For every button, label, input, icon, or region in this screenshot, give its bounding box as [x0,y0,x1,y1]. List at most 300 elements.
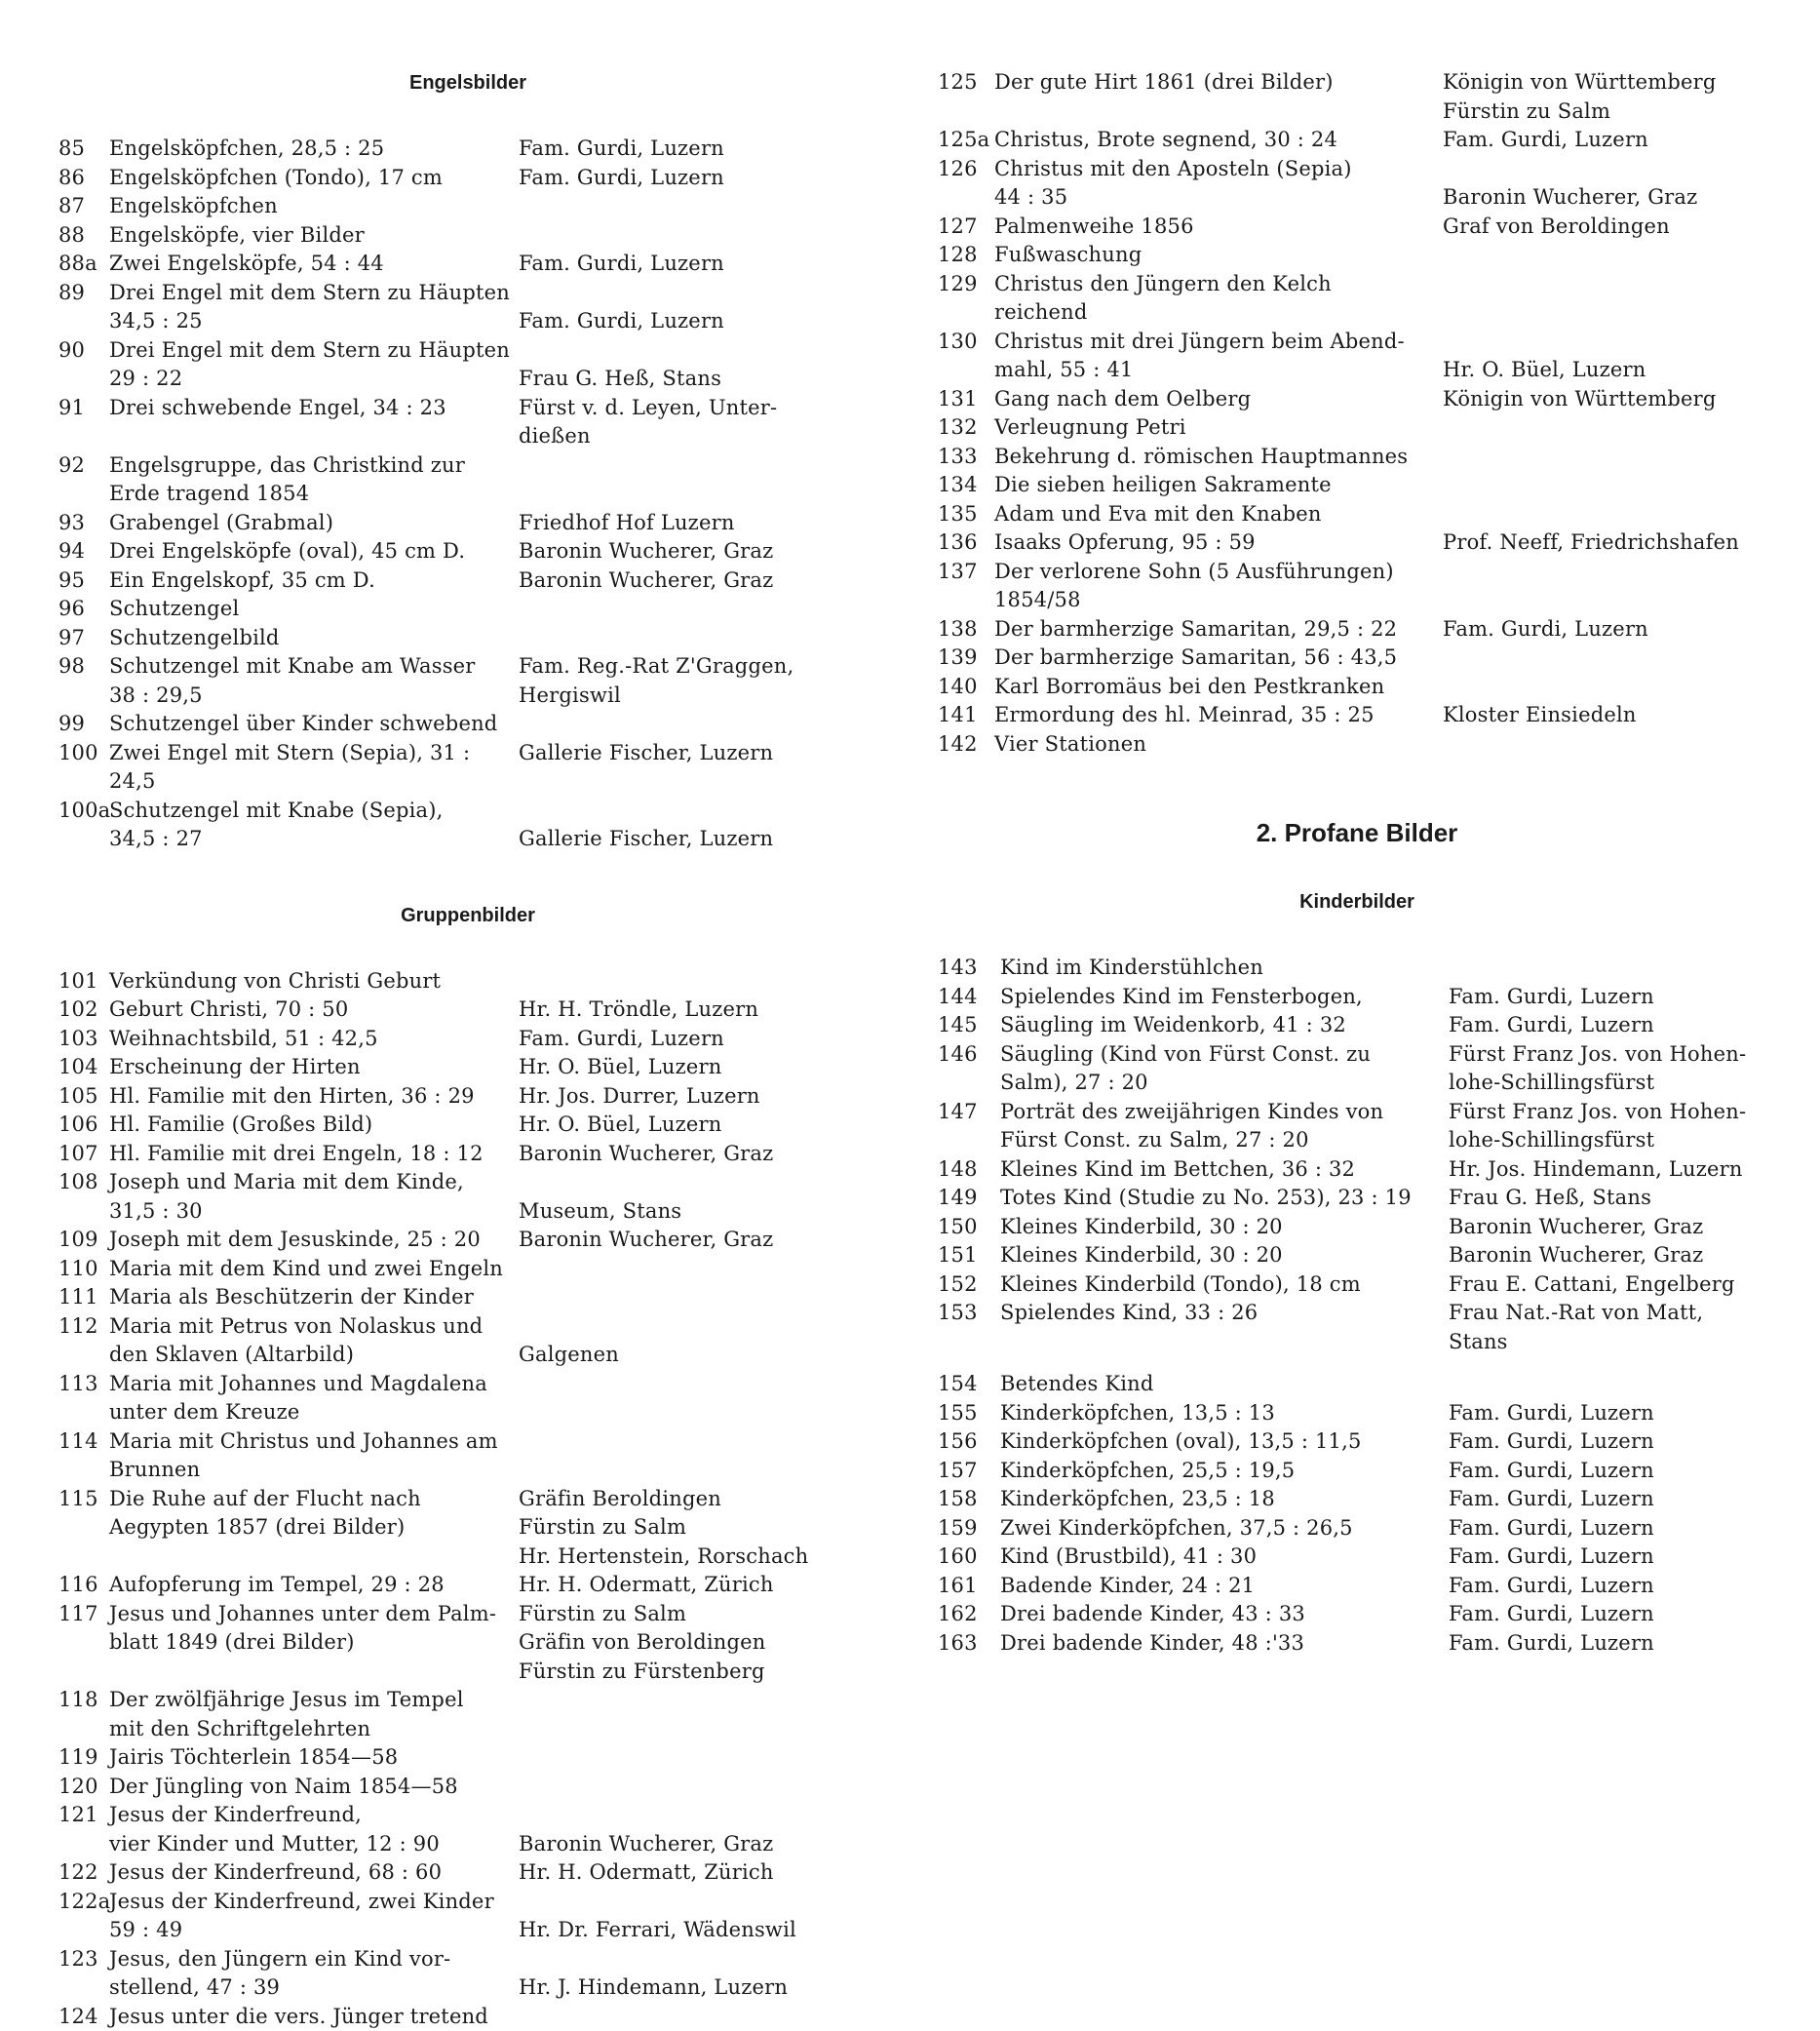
entry-number: 100 [58,739,109,797]
entry-owner [519,1283,877,1312]
entry-number: 135 [938,500,994,529]
entry-owner: Baronin Wucherer, Graz [519,566,877,596]
entry-title: Kleines Kinderbild, 30 : 20 [1000,1213,1449,1242]
entry-number: 87 [58,192,109,221]
catalog-entry [938,528,1776,558]
heading-gruppenbilder: Gruppenbilder [58,901,877,930]
entry-owner [519,595,877,624]
catalog-entry [938,1155,1776,1185]
catalog-entry [938,1040,1776,1098]
entry-number: 123 [58,1945,109,2003]
entry-title: Der barmherzige Samaritan, 29,5 : 22 [994,615,1443,644]
entry-title: Kleines Kind im Bettchen, 36 : 32 [1000,1155,1449,1185]
entry-title: Kinderköpfchen, 13,5 : 13 [1000,1399,1449,1428]
entry-title: Der verlorene Sohn (5 Ausführungen) 1854/58 [994,558,1443,615]
entry-owner: Fam. Gurdi, Luzern [1449,1399,1776,1428]
catalog-entry [58,1312,877,1370]
catalog-entry [58,394,877,451]
entry-number: 152 [938,1270,1000,1300]
catalog-entry [938,500,1776,529]
entry-owner: Gallerie Fischer, Luzern [519,739,877,797]
entry-number: 116 [58,1571,109,1600]
entry-title: Der Jüngling von Naim 1854—58 [109,1773,519,1802]
entry-number: 140 [938,673,994,702]
catalog-entry [938,1485,1776,1514]
entry-title: Engelsköpfchen (Tondo), 17 cm [109,164,519,193]
entry-title: Schutzengel mit Knabe (Sepia), 34,5 : 27 [109,797,519,854]
entry-owner: Frau G. Heß, Stans [1449,1184,1776,1213]
entry-owner [1443,443,1776,472]
entry-number: 121 [58,1801,109,1858]
entry-number: 142 [938,730,994,760]
entry-title: Christus den Jüngern den Kelch reichend [994,270,1443,328]
entry-title: Ermordung des hl. Meinrad, 35 : 25 [994,701,1443,730]
entry-number: 143 [938,954,1000,983]
catalog-entry [58,996,877,1025]
catalog-entry [938,1427,1776,1457]
catalog-entry [58,336,877,394]
catalog-entry [58,509,877,538]
entry-number: 131 [938,385,994,414]
entry-number: 149 [938,1184,1000,1213]
left-column [58,68,877,2031]
entry-number: 111 [58,1283,109,1312]
entry-owner: Hr. H. Tröndle, Luzern [519,996,877,1025]
entry-title: Der barmherzige Samaritan, 56 : 43,5 [994,644,1443,673]
entry-number: 115 [58,1485,109,1572]
catalog-entry [58,164,877,193]
entry-owner: Fam. Gurdi, Luzern [1449,1629,1776,1659]
entry-number: 141 [938,701,994,730]
catalog-entry [938,1011,1776,1040]
entry-title: Schutzengel [109,595,519,624]
entry-number: 155 [938,1399,1000,1428]
entry-number: 144 [938,983,1000,1012]
entry-owner [519,1773,877,1802]
catalog-entry [938,644,1776,673]
catalog-entry [58,1082,877,1112]
catalog-entry [938,1270,1776,1300]
entry-number: 122a [58,1888,109,1945]
entry-title: Hl. Familie mit den Hirten, 36 : 29 [109,1082,519,1112]
entry-title: Drei Engel mit dem Stern zu Häupten 34,5 : 25 [109,279,519,336]
entry-owner: Fam. Gurdi, Luzern [1449,1514,1776,1543]
entry-number: 104 [58,1053,109,1082]
entry-owner [1443,270,1776,328]
entry-number: 105 [58,1082,109,1112]
entry-title: Kind im Kinderstühlchen [1000,954,1449,983]
catalog-entry [938,126,1776,155]
entry-owner: Baronin Wucherer, Graz [519,1140,877,1169]
entry-number: 90 [58,336,109,394]
entry-number: 112 [58,1312,109,1370]
entry-owner [519,221,877,251]
entry-title: Engelsköpfchen [109,192,519,221]
entry-owner: Fam. Gurdi, Luzern [1449,1427,1776,1457]
catalog-entry [58,1140,877,1169]
entry-title: Porträt des zweijährigen Kindes von Fürst Const. zu Salm, 27 : 20 [1000,1098,1449,1155]
entry-number: 151 [938,1241,1000,1270]
entry-number: 132 [938,413,994,443]
list-kinderbilder-2 [938,1370,1776,1658]
entry-title: Hl. Familie (Großes Bild) [109,1111,519,1140]
entry-number: 158 [938,1485,1000,1514]
entry-owner: Fam. Gurdi, Luzern [519,164,877,193]
entry-title: Der gute Hirt 1861 (drei Bilder) [994,68,1443,126]
entry-number: 109 [58,1226,109,1255]
entry-title: Zwei Engel mit Stern (Sepia), 31 : 24,5 [109,739,519,797]
entry-number: 103 [58,1025,109,1054]
entry-title: Kleines Kinderbild (Tondo), 18 cm [1000,1270,1449,1300]
entry-number: 125a [938,126,994,155]
entry-owner [1443,730,1776,760]
entry-owner [1443,644,1776,673]
entry-title: Christus, Brote segnend, 30 : 24 [994,126,1443,155]
entry-number: 101 [58,967,109,996]
catalog-entry [58,710,877,739]
entry-title: Drei badende Kinder, 43 : 33 [1000,1600,1449,1629]
catalog-entry [938,983,1776,1012]
entry-owner: Frau E. Cattani, Engelberg [1449,1270,1776,1300]
entry-title: Ein Engelskopf, 35 cm D. [109,566,519,596]
entry-number: 108 [58,1168,109,1226]
entry-owner [1443,500,1776,529]
catalog-entry [938,155,1776,213]
section-title-profane-bilder: 2. Profane Bilder [938,813,1776,852]
catalog-entry [938,1514,1776,1543]
entry-title: Weihnachtsbild, 51 : 42,5 [109,1025,519,1054]
catalog-entry [938,701,1776,730]
entry-number: 122 [58,1858,109,1888]
entry-number: 124 [58,2003,109,2031]
entry-owner: Fürst Franz Jos. von Hohen- lohe-Schillingsfürst [1449,1040,1776,1098]
entry-title: Säugling (Kind von Fürst Const. zu Salm), 27 : 20 [1000,1040,1449,1098]
entry-number: 88a [58,250,109,279]
entry-title: Jesus, den Jüngern ein Kind vor- stellend, 47 : 39 [109,1945,519,2003]
list-religious-continued [938,68,1776,759]
entry-title: Fußwaschung [994,241,1443,270]
catalog-entry [938,328,1776,385]
entry-title: Die sieben heiligen Sakramente [994,471,1443,500]
entry-owner: Fam. Gurdi, Luzern [1449,1600,1776,1629]
entry-title: Kleines Kinderbild, 30 : 20 [1000,1241,1449,1270]
entry-number: 120 [58,1773,109,1802]
catalog-entry [938,471,1776,500]
entry-owner: Fürst Franz Jos. von Hohen- lohe-Schillingsfürst [1449,1098,1776,1155]
entry-number: 147 [938,1098,1000,1155]
entry-owner [519,710,877,739]
entry-number: 154 [938,1370,1000,1399]
entry-owner [1449,1370,1776,1399]
catalog-entry [58,1945,877,2003]
entry-title: Verkündung von Christi Geburt [109,967,519,996]
catalog-entry [58,537,877,566]
entry-number: 118 [58,1686,109,1743]
entry-title: Schutzengel mit Knabe am Wasser 38 : 29,5 [109,652,519,710]
catalog-entry [938,558,1776,615]
entry-title: Karl Borromäus bei den Pestkranken [994,673,1443,702]
entry-title: Jesus und Johannes unter dem Palm- blatt 1849 (drei Bilder) [109,1600,519,1687]
entry-title: Adam und Eva mit den Knaben [994,500,1443,529]
entry-owner: Baronin Wucherer, Graz [1449,1241,1776,1270]
entry-number: 95 [58,566,109,596]
entry-title: Gang nach dem Oelberg [994,385,1443,414]
catalog-entry [938,954,1776,983]
entry-title: Totes Kind (Studie zu No. 253), 23 : 19 [1000,1184,1449,1213]
catalog-entry [58,967,877,996]
entry-number: 97 [58,624,109,653]
catalog-entry [938,270,1776,328]
entry-title: Die Ruhe auf der Flucht nach Aegypten 1857 (drei Bilder) [109,1485,519,1572]
catalog-entry [58,1600,877,1687]
entry-number: 136 [938,528,994,558]
entry-number: 107 [58,1140,109,1169]
entry-owner: Fam. Gurdi, Luzern [519,1025,877,1054]
entry-number: 106 [58,1111,109,1140]
catalog-entry [938,413,1776,443]
entry-owner: Hr. H. Odermatt, Zürich [519,1858,877,1888]
entry-title: Isaaks Opferung, 95 : 59 [994,528,1443,558]
entry-owner: Hr. Jos. Durrer, Luzern [519,1082,877,1112]
entry-number: 148 [938,1155,1000,1185]
entry-owner [1443,471,1776,500]
catalog-entry [58,451,877,509]
entry-title: Maria mit Petrus von Nolaskus und den Sklaven (Altarbild) [109,1312,519,1370]
entry-owner: Hr. J. Hindemann, Luzern [519,1945,877,2003]
entry-number: 119 [58,1743,109,1773]
entry-owner: Baronin Wucherer, Graz [519,1801,877,1858]
entry-owner: Graf von Beroldingen [1443,213,1776,242]
catalog-entry [58,1226,877,1255]
catalog-entry [938,615,1776,644]
right-column [938,68,1776,1658]
catalog-entry [938,1572,1776,1601]
entry-owner [1443,673,1776,702]
entry-owner [1443,558,1776,615]
catalog-entry [58,595,877,624]
list-gruppenbilder [58,967,877,2031]
entry-title: Schutzengel über Kinder schwebend [109,710,519,739]
entry-owner [519,192,877,221]
catalog-entry [938,1241,1776,1270]
entry-title: Christus mit den Aposteln (Sepia) 44 : 35 [994,155,1443,213]
entry-owner: Fam. Gurdi, Luzern [1443,126,1776,155]
entry-title: Aufopferung im Tempel, 29 : 28 [109,1571,519,1600]
catalog-entry [938,1399,1776,1428]
entry-number: 159 [938,1514,1000,1543]
entry-owner [1443,413,1776,443]
entry-number: 94 [58,537,109,566]
list-kinderbilder-1 [938,954,1776,1356]
entry-owner: Hr. Dr. Ferrari, Wädenswil [519,1888,877,1945]
entry-number: 128 [938,241,994,270]
catalog-entry [58,1255,877,1284]
entry-owner [519,2003,877,2031]
entry-owner: Fam. Reg.-Rat Z'Graggen, Hergiswil [519,652,877,710]
catalog-entry [58,1485,877,1572]
catalog-entry [938,1370,1776,1399]
entry-number: 137 [938,558,994,615]
entry-title: Engelsgruppe, das Christkind zur Erde tragend 1854 [109,451,519,509]
entry-number: 150 [938,1213,1000,1242]
entry-title: Badende Kinder, 24 : 21 [1000,1572,1449,1601]
entry-owner [519,1743,877,1773]
entry-number: 139 [938,644,994,673]
entry-title: Bekehrung d. römischen Hauptmannes [994,443,1443,472]
list-engelsbilder [58,135,877,854]
entry-title: Hl. Familie mit drei Engeln, 18 : 12 [109,1140,519,1169]
entry-number: 93 [58,509,109,538]
entry-number: 134 [938,471,994,500]
entry-owner [519,1370,877,1427]
entry-owner: Fam. Gurdi, Luzern [1449,1011,1776,1040]
entry-title: Engelsköpfe, vier Bilder [109,221,519,251]
catalog-entry [938,1629,1776,1659]
entry-owner [1443,241,1776,270]
entry-owner: Baronin Wucherer, Graz [1449,1213,1776,1242]
entry-owner [519,624,877,653]
entry-title: Vier Stationen [994,730,1443,760]
catalog-entry [58,135,877,164]
entry-owner [519,1686,877,1743]
entry-number: 156 [938,1427,1000,1457]
entry-number: 89 [58,279,109,336]
entry-number: 160 [938,1543,1000,1572]
entry-owner: Fam. Gurdi, Luzern [1449,1457,1776,1486]
entry-owner: Museum, Stans [519,1168,877,1226]
entry-number: 98 [58,652,109,710]
entry-number: 102 [58,996,109,1025]
entry-number: 96 [58,595,109,624]
entry-owner: Hr. O. Büel, Luzern [519,1053,877,1082]
entry-title: Betendes Kind [1000,1370,1449,1399]
catalog-entry [58,739,877,797]
catalog-entry [58,797,877,854]
entry-owner: Fürst v. d. Leyen, Unter- dießen [519,394,877,451]
catalog-entry [58,1283,877,1312]
entry-title: Verleugnung Petri [994,413,1443,443]
entry-number: 114 [58,1427,109,1485]
catalog-entry [938,1098,1776,1155]
entry-title: Drei Engelsköpfe (oval), 45 cm D. [109,537,519,566]
entry-number: 99 [58,710,109,739]
catalog-entry [58,279,877,336]
heading-kinderbilder: Kinderbilder [938,887,1776,917]
entry-owner: Gräfin Beroldingen Fürstin zu Salm Hr. Hertenstein, Rorschach [519,1485,877,1572]
catalog-entry [938,1457,1776,1486]
entry-owner [519,967,877,996]
entry-owner: Fam. Gurdi, Luzern [519,250,877,279]
catalog-entry [58,624,877,653]
entry-owner: Fam. Gurdi, Luzern [1443,615,1776,644]
catalog-entry [58,2003,877,2031]
catalog-entry [938,385,1776,414]
entry-owner: Fam. Gurdi, Luzern [1449,1543,1776,1572]
entry-owner: Baronin Wucherer, Graz [519,1226,877,1255]
entry-title: Erscheinung der Hirten [109,1053,519,1082]
catalog-entry [938,730,1776,760]
entry-owner: Hr. O. Büel, Luzern [519,1111,877,1140]
entry-number: 86 [58,164,109,193]
catalog-entry [58,192,877,221]
catalog-entry [938,1184,1776,1213]
entry-owner: Fam. Gurdi, Luzern [1449,1572,1776,1601]
entry-number: 161 [938,1572,1000,1601]
catalog-entry [58,1571,877,1600]
entry-title: Jesus der Kinderfreund, 68 : 60 [109,1858,519,1888]
entry-owner: Baronin Wucherer, Graz [1443,155,1776,213]
entry-title: Maria mit Christus und Johannes am Brunnen [109,1427,519,1485]
entry-title: Spielendes Kind im Fensterbogen, [1000,983,1449,1012]
catalog-entry [938,213,1776,242]
entry-number: 146 [938,1040,1000,1098]
entry-number: 157 [938,1457,1000,1486]
catalog-entry [938,443,1776,472]
entry-owner: Fam. Gurdi, Luzern [1449,983,1776,1012]
entry-owner: Hr. O. Büel, Luzern [1443,328,1776,385]
entry-owner: Fam. Gurdi, Luzern [519,135,877,164]
entry-owner: Gallerie Fischer, Luzern [519,797,877,854]
catalog-entry [58,1025,877,1054]
entry-owner: Prof. Neeff, Friedrichshafen [1443,528,1776,558]
catalog-entry [58,250,877,279]
entry-number: 163 [938,1629,1000,1659]
entry-title: Jesus der Kinderfreund, zwei Kinder 59 : 49 [109,1888,519,1945]
entry-title: Kinderköpfchen, 23,5 : 18 [1000,1485,1449,1514]
entry-owner: Fam. Gurdi, Luzern [1449,1485,1776,1514]
entry-number: 92 [58,451,109,509]
catalog-entry [58,1053,877,1082]
entry-owner [519,1255,877,1284]
catalog-entry [58,1773,877,1802]
entry-title: Drei badende Kinder, 48 :'33 [1000,1629,1449,1659]
entry-title: Christus mit drei Jüngern beim Abend- mahl, 55 : 41 [994,328,1443,385]
entry-owner: Frau Nat.-Rat von Matt, Stans [1449,1299,1776,1356]
entry-number: 88 [58,221,109,251]
catalog-entry [58,1370,877,1427]
entry-title: Maria mit dem Kind und zwei Engeln [109,1255,519,1284]
entry-number: 85 [58,135,109,164]
entry-title: Geburt Christi, 70 : 50 [109,996,519,1025]
entry-title: Säugling im Weidenkorb, 41 : 32 [1000,1011,1449,1040]
entry-owner: Königin von Württemberg [1443,385,1776,414]
catalog-entry [938,1543,1776,1572]
entry-title: Maria als Beschützerin der Kinder [109,1283,519,1312]
entry-number: 91 [58,394,109,451]
entry-title: Schutzengelbild [109,624,519,653]
entry-number: 117 [58,1600,109,1687]
entry-number: 145 [938,1011,1000,1040]
catalog-entry [58,1858,877,1888]
entry-number: 133 [938,443,994,472]
entry-title: Zwei Engelsköpfe, 54 : 44 [109,250,519,279]
entry-number: 162 [938,1600,1000,1629]
entry-owner: Friedhof Hof Luzern [519,509,877,538]
catalog-entry [938,68,1776,126]
catalog-entry [938,673,1776,702]
entry-title: Joseph mit dem Jesuskinde, 25 : 20 [109,1226,519,1255]
entry-title: Palmenweihe 1856 [994,213,1443,242]
entry-owner: Hr. Jos. Hindemann, Luzern [1449,1155,1776,1185]
entry-title: Kind (Brustbild), 41 : 30 [1000,1543,1449,1572]
catalog-entry [938,1299,1776,1356]
catalog-entry [58,1111,877,1140]
entry-number: 125 [938,68,994,126]
catalog-entry [58,1686,877,1743]
entry-owner: Hr. H. Odermatt, Zürich [519,1571,877,1600]
entry-title: Der zwölfjährige Jesus im Tempel mit den Schriftgelehrten [109,1686,519,1743]
entry-title: Spielendes Kind, 33 : 26 [1000,1299,1449,1356]
